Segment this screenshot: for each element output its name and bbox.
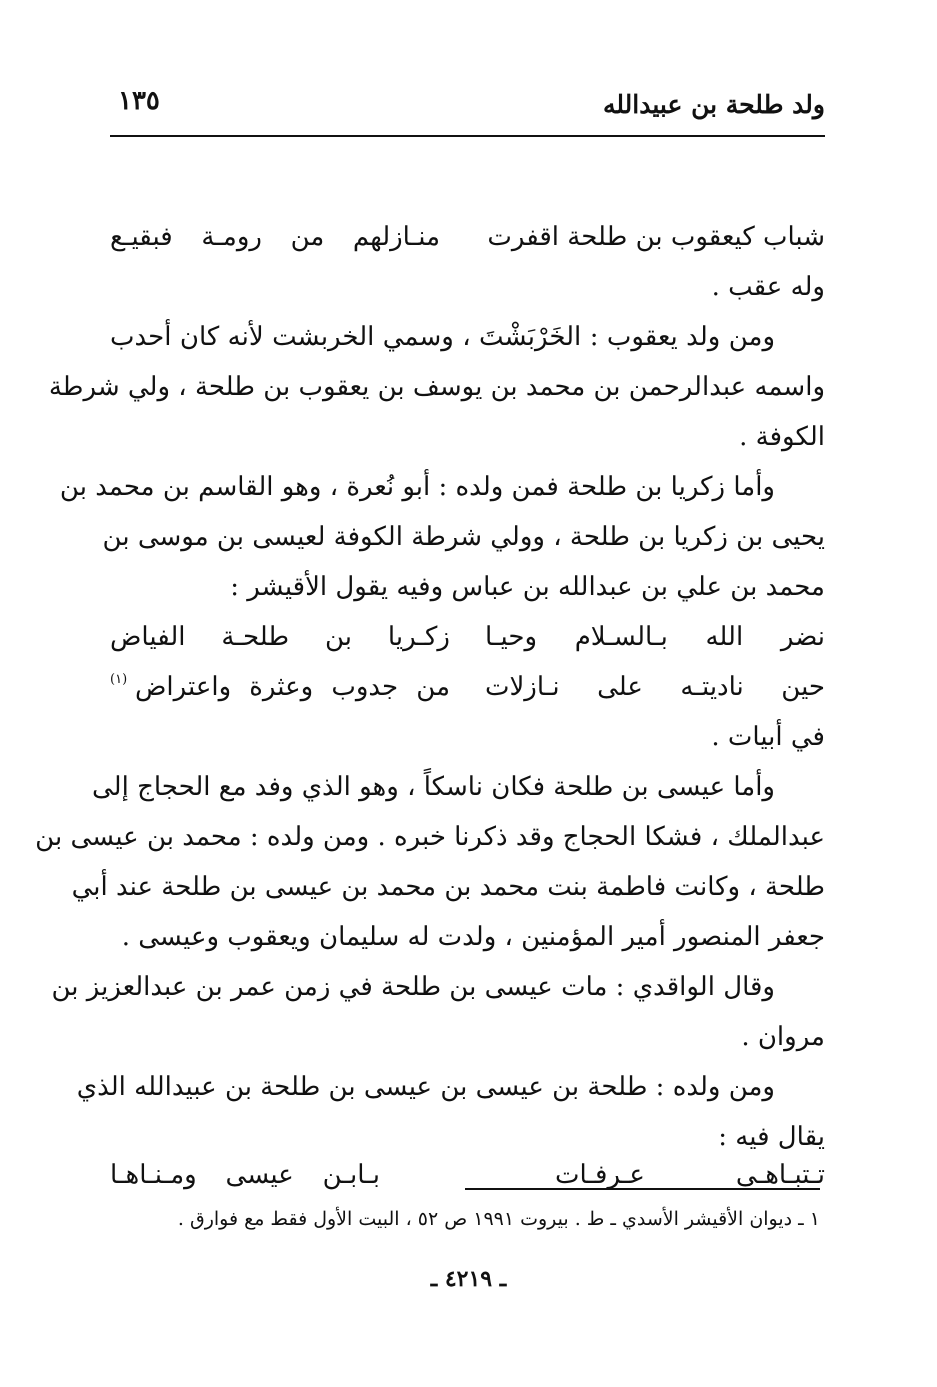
verse-line (110, 222, 825, 252)
header-divider (110, 135, 825, 137)
text-line: يقال فيه : (718, 1122, 825, 1152)
verse-hemistich-right: حين ناديتـه على نـازلات (485, 672, 825, 702)
verse-hemistich-right: تـتبـاهـى عـرفـات (555, 1160, 825, 1190)
verse-hemistich-left: زكـريا بن طلحـة الفياض (110, 622, 450, 652)
text-line: في أبيات . (711, 722, 825, 752)
text-line: واسمه عبدالرحمن بن محمد بن يوسف بن يعقوب بن طلحة ، ولي شرطة (48, 372, 825, 402)
verse-hemistich-left: منـازلهم من رومـة فبقيـع (110, 222, 440, 252)
page-number: ١٣٥ (118, 86, 160, 116)
verse-line (110, 622, 825, 652)
running-title: ولد طلحة بن عبيدالله (603, 90, 825, 119)
text-line: وأما زكريا بن طلحة فمن ولده : أبو نُعرة ، وهو القاسم بن محمد بن (59, 472, 775, 502)
page-header (110, 86, 825, 126)
footnote-divider (465, 1188, 820, 1190)
text-line: طلحة ، وكانت فاطمة بنت محمد بن محمد بن عيسى بن طلحة عند أبي (71, 872, 825, 902)
verse-line (110, 1160, 825, 1190)
text-line: محمد بن علي بن عبدالله بن عباس وفيه يقول الأقيشر : (230, 572, 825, 602)
footnote-marker: (١) (110, 672, 128, 687)
text-line: يحيى بن زكريا بن طلحة ، وولي شرطة الكوفة لعيسى بن موسى بن (102, 522, 825, 552)
text-line: ومن ولد يعقوب : الخَرْبَشْتَ ، وسمي الخربشت لأنه كان أحدب (110, 322, 775, 352)
verse-line (110, 672, 825, 702)
text-line: وأما عيسى بن طلحة فكان ناسكاً ، وهو الذي وفد مع الحجاج إلى (92, 772, 775, 802)
footnote: ١ ـ ديوان الأقيشر الأسدي ـ ط . بيروت ١٩٩١ ص ٥٢ ، البيت الأول فقط مع فوارق . (177, 1208, 820, 1230)
verse-hemistich-right: نضر الله بـالسـلام وحيـا (485, 622, 825, 652)
text-line: جعفر المنصور أمير المؤمنين ، ولدت له سليمان ويعقوب وعيسى . (121, 922, 825, 952)
text-line: وله عقب . (711, 272, 825, 302)
verse-hemistich-right: شباب كيعقوب بن طلحة اقفرت (487, 222, 825, 252)
verse-hemistich-left-group (110, 672, 450, 702)
folio-number: ـ ٤٢١٩ ـ (430, 1266, 507, 1292)
text-line: مروان . (741, 1022, 825, 1052)
text-line: وقال الواقدي : مات عيسى بن طلحة في زمن عمر بن عبدالعزيز بن (51, 972, 775, 1002)
text-line: عبدالملك ، فشكا الحجاج وقد ذكرنا خبره . ومن ولده : محمد بن عيسى بن (35, 822, 825, 852)
text-line: ومن ولده : طلحة بن عيسى بن عيسى بن طلحة بن عبيدالله الذي (76, 1072, 775, 1102)
verse-hemistich-left: من جدوب وعثرة واعتراض (135, 672, 450, 702)
verse-hemistich-left: بـابـن عيسى ومـنـاهـا (110, 1160, 380, 1190)
text-line: الكوفة . (739, 422, 825, 452)
